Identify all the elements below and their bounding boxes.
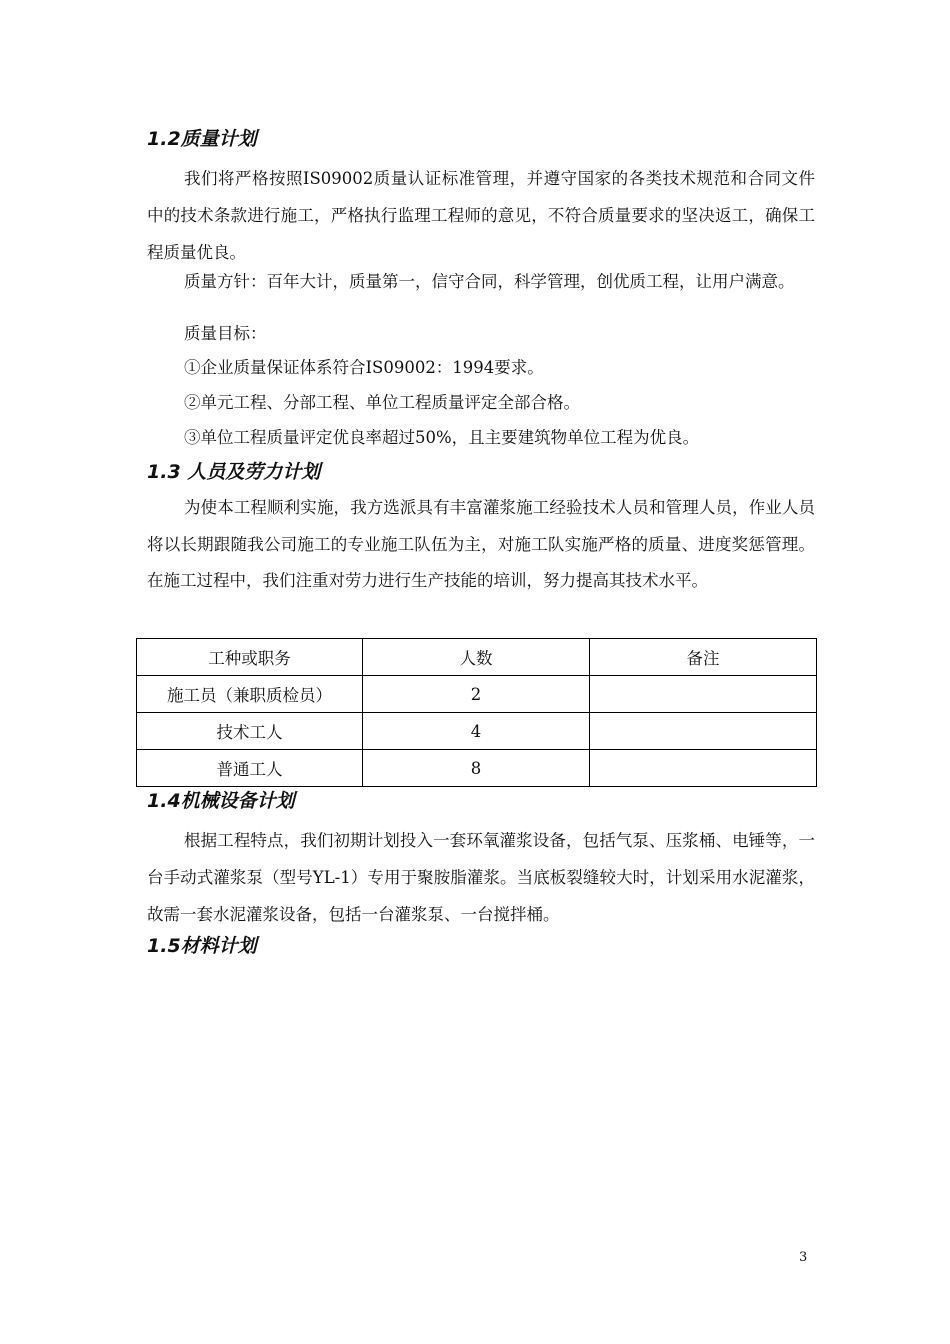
table-cell: 技术工人 — [137, 713, 363, 750]
table-cell: 2 — [363, 676, 590, 713]
table-cell — [590, 713, 817, 750]
quality-intro-paragraph: 我们将严格按照IS09002质量认证标准管理，并遵守国家的各类技术规范和合同文件中的技术条款进行施工，严格执行监理工程师的意见，不符合质量要求的坚决返工，确保工程质量优良。 — [147, 169, 815, 262]
table-cell — [590, 676, 817, 713]
section-heading-quality: 1.2质量计划 — [147, 128, 257, 150]
table-row — [137, 676, 817, 713]
quality-policy-paragraph: 质量方针：百年大计，质量第一，信守合同，科学管理，创优质工程，让用户满意。 — [184, 272, 795, 291]
table-header-cell: 人数 — [363, 639, 590, 676]
page-number: 3 — [799, 1250, 808, 1265]
equipment-paragraph: 根据工程特点，我们初期计划投入一套环氧灌浆设备，包括气泵、压浆桶、电锤等，一台手动式灌浆泵（型号YL-1）专用于聚胺脂灌浆。当底板裂缝较大时，计划采用水泥灌浆，故需一套水泥灌浆设备，包括一台灌浆泵、一台搅拌桶。 — [147, 831, 815, 924]
table-row — [137, 750, 817, 787]
quality-goal-item: ①企业质量保证体系符合IS09002：1994要求。 — [184, 358, 544, 377]
table-header-row — [137, 639, 817, 676]
table-cell: 8 — [363, 750, 590, 787]
section-heading-material: 1.5材料计划 — [147, 935, 257, 957]
table-row — [137, 713, 817, 750]
table-cell: 施工员（兼职质检员） — [137, 676, 363, 713]
staff-intro-paragraph: 为使本工程顺利实施，我方选派具有丰富灌浆施工经验技术人员和管理人员，作业人员将以长期跟随我公司施工的专业施工队伍为主，对施工队实施严格的质量、进度奖惩管理。在施工过程中，我们注重对劳力进行生产技能的培训，努力提高其技术水平。 — [147, 498, 815, 590]
quality-goal-item: ③单位工程质量评定优良率超过50%，且主要建筑物单位工程为优良。 — [184, 428, 700, 447]
quality-goal-item: ②单元工程、分部工程、单位工程质量评定全部合格。 — [184, 393, 580, 412]
table-header-cell: 工种或职务 — [137, 639, 363, 676]
table-header-cell: 备注 — [590, 639, 817, 676]
section-heading-equipment: 1.4机械设备计划 — [147, 790, 295, 812]
quality-goals-label: 质量目标： — [184, 324, 267, 343]
table-cell: 4 — [363, 713, 590, 750]
table-cell — [590, 750, 817, 787]
table-cell: 普通工人 — [137, 750, 363, 787]
staff-table — [136, 638, 817, 787]
section-heading-staff: 1.3 人员及劳力计划 — [147, 461, 321, 483]
